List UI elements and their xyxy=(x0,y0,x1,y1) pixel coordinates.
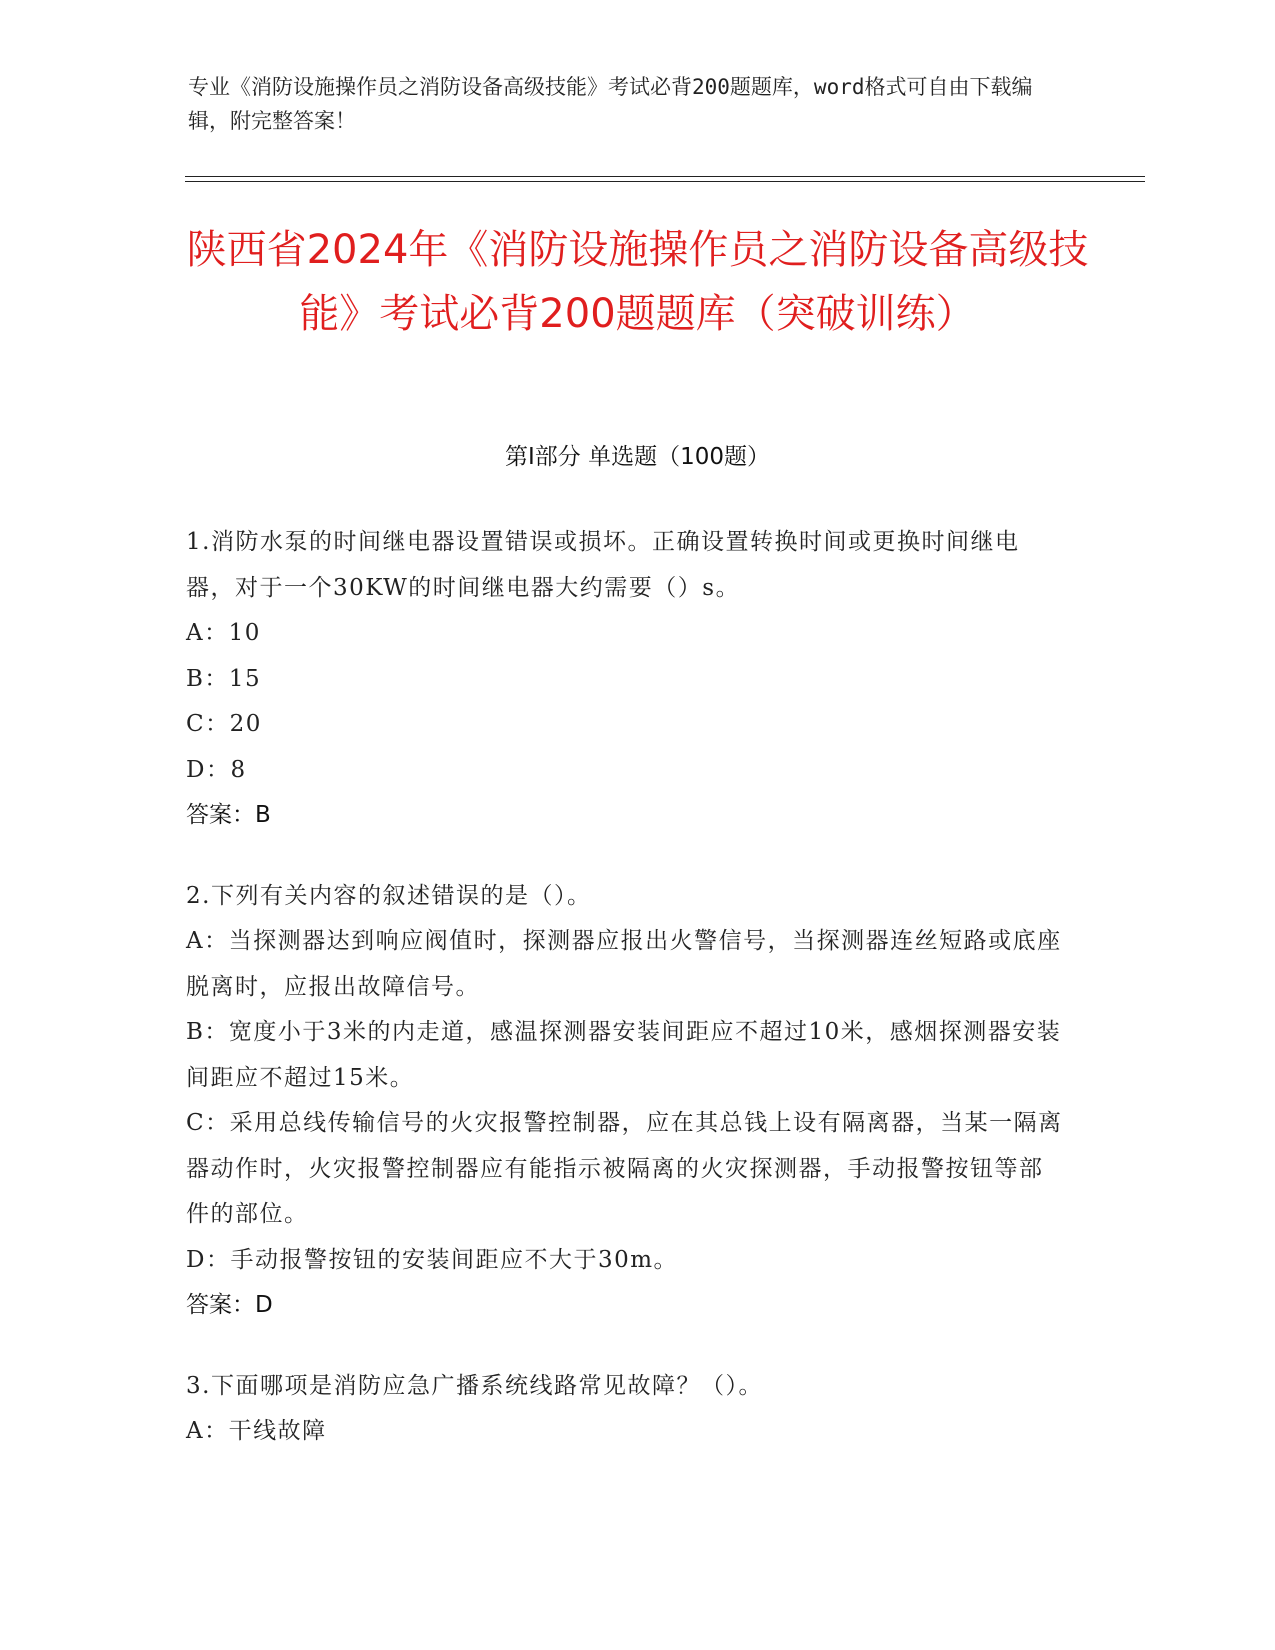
option-d: D：手动报警按钮的安装间距应不大于30m。 xyxy=(186,1246,679,1273)
option-a: A：干线故障 xyxy=(186,1418,327,1444)
page-title: 陕西省2024年《消防设施操作员之消防设备高级技能》考试必背200题题库（突破训练） xyxy=(186,227,1089,337)
question-list xyxy=(186,520,1066,1490)
header-divider xyxy=(185,176,1145,177)
question-1 xyxy=(186,520,1066,839)
question-stem: 2.下列有关内容的叙述错误的是（）。 xyxy=(186,882,592,909)
option-a: A：10 xyxy=(186,620,261,646)
header-note: 专业《消防设施操作员之消防设备高级技能》考试必背200题题库，word格式可自由下载编辑，附完整答案！ xyxy=(188,75,1033,133)
option-b: B：宽度小于3米的内走道，感温探测器安装间距应不超过10米，感烟探测器安装间距应不超过15米。 xyxy=(186,1019,1062,1091)
question-3 xyxy=(186,1364,1066,1455)
section-title: 第I部分 单选题（100题） xyxy=(505,444,770,470)
answer: 答案：B xyxy=(186,802,271,828)
option-c: C：采用总线传输信号的火灾报警控制器，应在其总钱上设有隔离器，当某一隔离器动作时，火灾报警控制器应有能指示被隔离的火灾探测器，手动报警按钮等部件的部位。 xyxy=(186,1110,1063,1227)
option-d: D：8 xyxy=(186,756,247,783)
option-c: C：20 xyxy=(186,711,262,737)
question-2 xyxy=(186,874,1066,1329)
option-b: B：15 xyxy=(186,665,262,692)
option-a: A：当探测器达到响应阀值时，探测器应报出火警信号，当探测器连丝短路或底座脱离时，应报出故障信号。 xyxy=(186,928,1062,1000)
question-stem: 1.消防水泵的时间继电器设置错误或损坏。正确设置转换时间或更换时间继电器，对于一个30KW的时间继电器大约需要（）s。 xyxy=(186,529,1020,601)
question-stem: 3.下面哪项是消防应急广播系统线路常见故障？（）。 xyxy=(186,1372,763,1399)
header-divider-2 xyxy=(185,181,1145,182)
answer: 答案：D xyxy=(186,1292,273,1318)
